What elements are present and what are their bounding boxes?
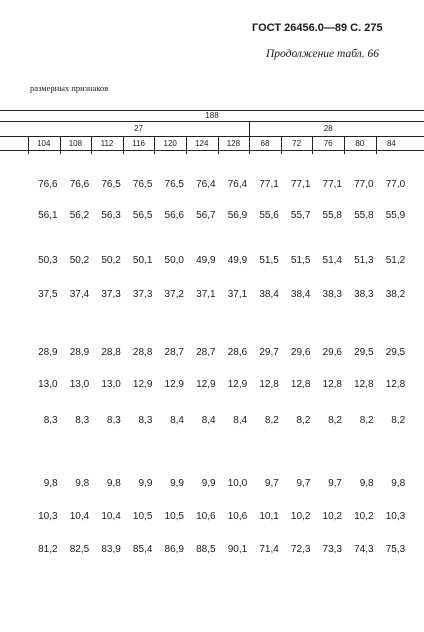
- table-column-header: 80: [355, 139, 365, 148]
- table-group-header: 28: [323, 124, 333, 133]
- table-cell: 8,3: [75, 415, 90, 426]
- table-cell: 76,4: [196, 179, 216, 190]
- table-cell: 9,8: [391, 478, 406, 489]
- table-cell: 55,8: [322, 210, 342, 221]
- table-cell: 10,0: [227, 478, 248, 489]
- table-column-divider: [344, 136, 345, 154]
- table-column-divider: [123, 136, 124, 154]
- table-column-divider: [154, 136, 155, 154]
- table-cell: 56,6: [164, 210, 184, 221]
- table-column-header: 108: [68, 139, 83, 148]
- table-cell: 10,3: [385, 511, 406, 522]
- table-cell: 37,5: [38, 289, 58, 300]
- table-cell: 8,3: [138, 415, 153, 426]
- table-cell: 37,3: [101, 289, 121, 300]
- table-cell: 28,7: [164, 347, 184, 358]
- table-cell: 8,2: [359, 415, 374, 426]
- table-cell: 8,3: [43, 415, 58, 426]
- table-column-header: 68: [260, 139, 270, 148]
- table-cell: 28,8: [132, 347, 153, 358]
- table-cell: 8,2: [328, 415, 342, 426]
- table-cell: 28,7: [196, 347, 216, 358]
- table-column-header: 72: [292, 139, 302, 148]
- table-cell: 85,4: [132, 544, 153, 555]
- table-cell: 10,2: [354, 511, 374, 522]
- table-cell: 76,5: [164, 179, 184, 190]
- table-cell: 37,3: [132, 289, 153, 300]
- table-cell: 12,8: [290, 379, 311, 390]
- table-cell: 9,7: [264, 478, 279, 489]
- table-cell: 12,9: [196, 379, 216, 390]
- table-cell: 12,9: [227, 379, 248, 390]
- table-cell: 37,1: [227, 289, 248, 300]
- table-column-header: 120: [163, 139, 177, 148]
- table-cell: 76,5: [101, 179, 121, 190]
- table-cell: 75,3: [385, 544, 406, 555]
- table-cell: 9,7: [328, 478, 342, 489]
- table-cell: 10,6: [196, 511, 216, 522]
- table-cell: 10,2: [322, 511, 342, 522]
- table-column-header: 128: [226, 139, 241, 148]
- table-rule-under-columns: [0, 150, 424, 151]
- table-cell: 9,9: [170, 478, 184, 489]
- table-cell: 8,2: [296, 415, 311, 426]
- table-column-divider: [249, 136, 250, 154]
- table-cell: 9,8: [359, 478, 374, 489]
- table-cell: 81,2: [38, 544, 58, 555]
- table-column-header: 116: [132, 139, 145, 148]
- table-top-header: 188: [205, 111, 219, 120]
- page-header-document-reference: ГОСТ 26456.0—89 С. 275: [252, 22, 383, 34]
- table-cell: 72,3: [290, 544, 311, 555]
- table-cell: 56,1: [38, 210, 58, 221]
- table-cell: 29,6: [290, 347, 311, 358]
- table-cell: 76,4: [227, 179, 248, 190]
- table-cell: 77,0: [354, 179, 374, 190]
- table-cell: 29,6: [322, 347, 342, 358]
- table-cell: 77,0: [385, 179, 406, 190]
- table-cell: 8,3: [106, 415, 121, 426]
- table-cell: 77,1: [259, 179, 279, 190]
- table-cell: 9,9: [201, 478, 216, 489]
- table-cell: 9,8: [106, 478, 121, 489]
- table-cell: 12,8: [322, 379, 342, 390]
- table-cell: 9,9: [138, 478, 153, 489]
- table-cell: 51,3: [354, 255, 374, 266]
- table-continuation-label: Продолжение табл. 66: [266, 48, 379, 60]
- table-cell: 8,4: [201, 415, 216, 426]
- table-cell: 10,5: [132, 511, 153, 522]
- table-column-header: 84: [386, 139, 396, 148]
- table-cell: 77,1: [322, 179, 342, 190]
- table-cell: 29,7: [259, 347, 279, 358]
- table-cell: 12,9: [164, 379, 184, 390]
- table-column-divider: [186, 136, 187, 154]
- table-column-divider: [281, 136, 282, 154]
- table-cell: 29,5: [354, 347, 374, 358]
- table-cell: 38,3: [322, 289, 342, 300]
- table-cell: 10,2: [290, 511, 311, 522]
- table-cell: 9,7: [296, 478, 311, 489]
- table-cell: 37,1: [196, 289, 216, 300]
- table-cell: 88,5: [196, 544, 216, 555]
- table-cell: 13,0: [38, 379, 58, 390]
- table-cell: 8,2: [391, 415, 406, 426]
- table-cell: 13,0: [69, 379, 90, 390]
- table-cell: 50,2: [69, 255, 90, 266]
- table-column-header: 76: [323, 139, 333, 148]
- table-cell: 38,4: [290, 289, 311, 300]
- table-column-divider: [218, 136, 219, 154]
- table-cell: 55,7: [290, 210, 311, 221]
- table-cell: 51,2: [385, 255, 406, 266]
- table-cell: 9,8: [75, 478, 90, 489]
- table-cell: 10,1: [259, 511, 279, 522]
- table-rule-under-groups: [0, 136, 424, 137]
- table-cell: 49,9: [227, 255, 248, 266]
- table-cell: 50,1: [132, 255, 153, 266]
- table-cell: 29,5: [385, 347, 406, 358]
- table-cell: 56,2: [69, 210, 90, 221]
- table-cell: 10,4: [101, 511, 121, 522]
- table-column-divider: [60, 136, 61, 154]
- table-cell: 51,5: [259, 255, 279, 266]
- table-cell: 55,6: [259, 210, 279, 221]
- table-cell: 90,1: [227, 544, 248, 555]
- table-cell: 12,8: [385, 379, 406, 390]
- table-cell: 76,6: [69, 179, 90, 190]
- table-column-divider: [312, 136, 313, 154]
- table-cell: 82,5: [69, 544, 90, 555]
- table-cell: 9,8: [43, 478, 58, 489]
- table-column-header: 104: [37, 139, 51, 148]
- table-cell: 28,6: [227, 347, 248, 358]
- table-cell: 8,2: [264, 415, 279, 426]
- table-cell: 10,3: [38, 511, 58, 522]
- table-cell: 50,3: [38, 255, 58, 266]
- table-rule-under-top-header: [0, 121, 424, 122]
- table-cell: 76,6: [38, 179, 58, 190]
- table-cell: 8,4: [233, 415, 248, 426]
- table-cell: 56,9: [227, 210, 248, 221]
- table-cell: 55,9: [385, 210, 406, 221]
- table-cell: 13,0: [101, 379, 121, 390]
- table-cell: 50,2: [101, 255, 121, 266]
- table-cell: 71,4: [259, 544, 279, 555]
- table-cell: 37,2: [164, 289, 184, 300]
- table-cell: 12,8: [354, 379, 374, 390]
- table-cell: 77,1: [290, 179, 311, 190]
- table-cell: 12,8: [259, 379, 279, 390]
- table-group-header: 27: [134, 124, 144, 133]
- table-cell: 51,4: [322, 255, 342, 266]
- table-cell: 38,3: [354, 289, 374, 300]
- table-column-divider: [28, 136, 29, 154]
- table-cell: 50,0: [164, 255, 184, 266]
- table-cell: 56,3: [101, 210, 121, 221]
- table-cell: 37,4: [69, 289, 90, 300]
- table-cell: 51,5: [290, 255, 311, 266]
- table-cell: 38,2: [385, 289, 406, 300]
- table-cell: 28,8: [101, 347, 121, 358]
- table-column-header: 112: [100, 139, 114, 148]
- table-cell: 73,3: [322, 544, 342, 555]
- table-column-divider: [91, 136, 92, 154]
- table-cell: 74,3: [354, 544, 374, 555]
- table-column-header: 124: [195, 139, 209, 148]
- table-cell: 10,6: [227, 511, 248, 522]
- table-cell: 38,4: [259, 289, 279, 300]
- table-cell: 28,9: [38, 347, 58, 358]
- table-cell: 56,5: [132, 210, 153, 221]
- table-cell: 10,4: [69, 511, 90, 522]
- table-cell: 83,9: [101, 544, 121, 555]
- table-cell: 56,7: [196, 210, 216, 221]
- table-cell: 12,9: [132, 379, 153, 390]
- table-cell: 10,5: [164, 511, 184, 522]
- table-cell: 86,9: [164, 544, 184, 555]
- table-cell: 28,9: [69, 347, 90, 358]
- table-column-divider: [376, 136, 377, 154]
- table-caption: размерных признаков: [30, 83, 109, 93]
- table-cell: 49,9: [196, 255, 216, 266]
- table-cell: 76,5: [132, 179, 153, 190]
- table-cell: 8,4: [170, 415, 184, 426]
- table-cell: 55,8: [354, 210, 374, 221]
